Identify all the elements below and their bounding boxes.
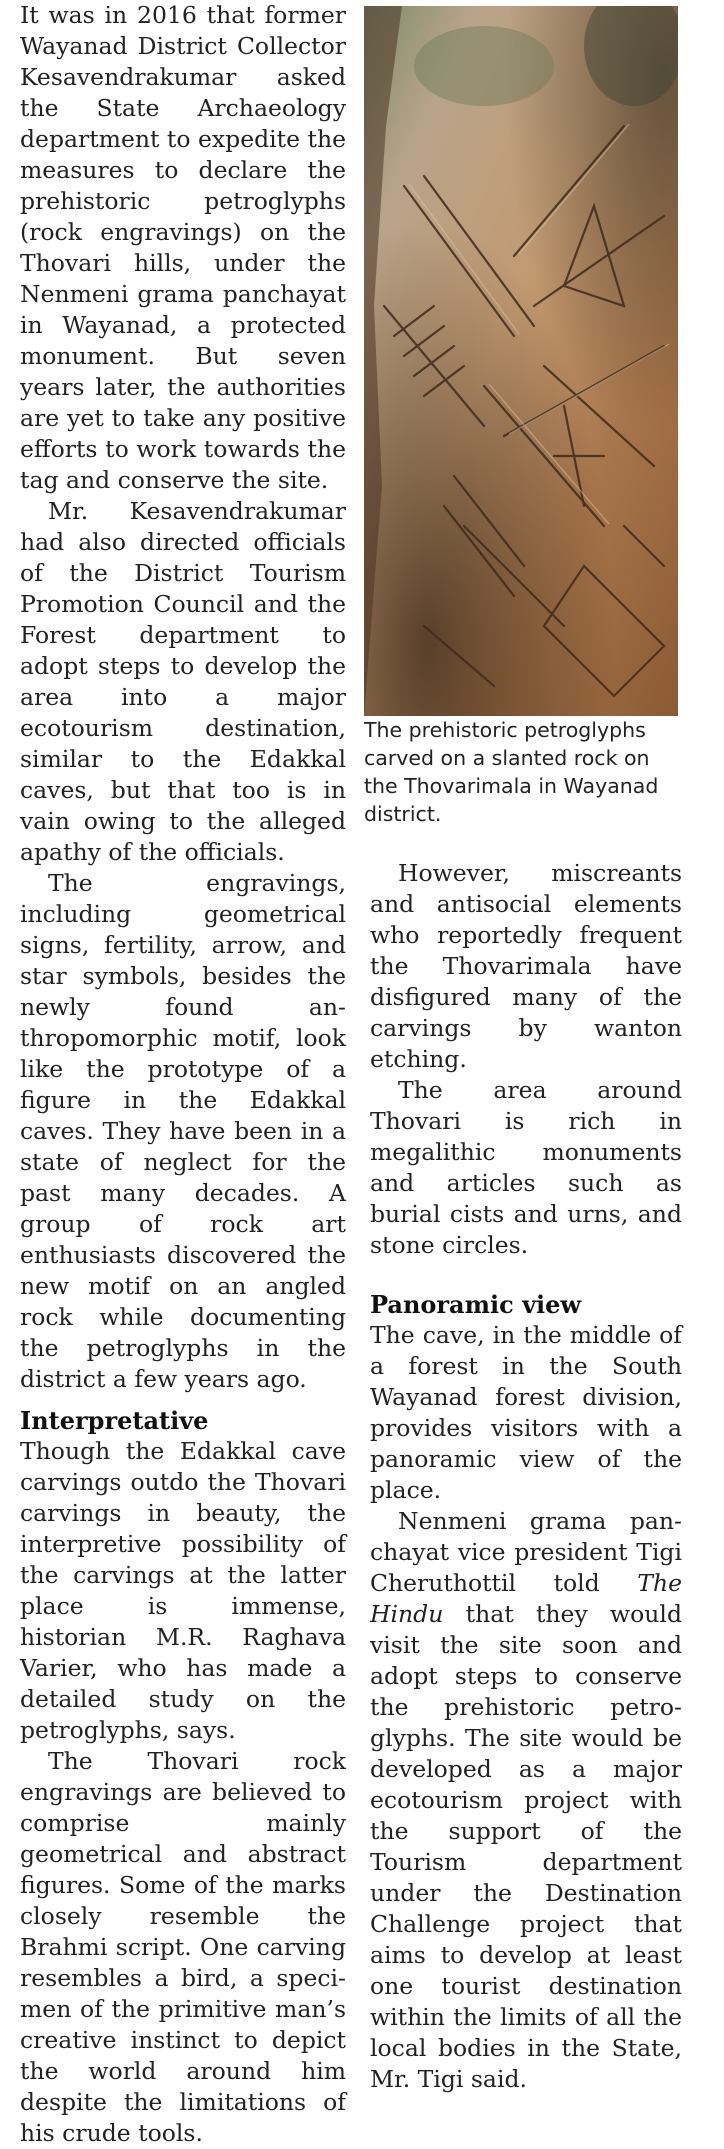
subheading-panoramic-view: Panoramic view	[370, 1290, 582, 1319]
paragraph-intro: It was in 2016 that former Wayanad District Collector Kesavendrakumar asked the State Archaeology department to expedite the measures to declare the prehistoric petroglyphs (rock engravings) on the Thovari hills, under the Nenmeni grama panchayat in Wayanad, a protected monument. But seven years later, the authorities are yet to take any positive efforts to work towards the tag and conserve the site.	[20, 1, 346, 494]
paragraph-engravings: The engravings, including geometrical signs, fertility, arrow, and star symbols, besides the newly found anthropomorphic motif, look like the prototype of a figure in the Edakkal caves. They have been in a state of neglect for the past many decades. A group of rock art enthusiasts discovered the new motif on an angled rock while documenting the petroglyphs in the district a few years ago.	[20, 869, 346, 1393]
paragraph-kesavendrakumar: Mr. Kesavendrakumar had also directed officials of the District Tourism Promotion Council and the Forest department to adopt steps to develop the area into a major ecotourism destination, similar to the Edakkal caves, but that too is in vain owing to the alleged apathy of the officials.	[20, 497, 346, 866]
nenmeni-text-start: Nenmeni grama panchayat vice president Tigi Cheruthottil told	[370, 1507, 682, 1597]
paragraph-interpretative: Though the Edakkal cave carvings outdo the Thovari carvings in beauty, the interpretive possibility of the carvings at the latter place is immense, historian M.R. Raghava Varier, who has made a detailed study on the petroglyphs, says.	[20, 1437, 346, 1744]
petroglyph-photo	[364, 6, 678, 716]
paragraph-thovari-engravings: The Thovari rock engravings are believed to comprise mainly geometrical and abstract figures. Some of the marks closely resemble the Brahmi script. One carving resembles a bird, a specimen of the primitive man’s creative instinct to depict the world around him despite the limitations of his crude tools.	[20, 1747, 346, 2147]
paragraph-miscreants: However, miscreants and antisocial elements who reportedly frequent the Thovarimala have disfigured many of the carvings by wanton etching.	[370, 859, 682, 1073]
article-right-column	[370, 858, 682, 2095]
subheading-interpretative: Interpretative	[20, 1406, 209, 1435]
paragraph-nenmeni	[370, 1506, 682, 2095]
article-left-column	[20, 0, 346, 2149]
paragraph-cave: The cave, in the middle of a forest in the South Wayanad forest division, provides visitors with a panoramic view of the place.	[370, 1321, 682, 1504]
paragraph-megalithic: The area around Thovari is rich in megalithic monuments and articles such as burial cists and urns, and stone circles.	[370, 1076, 682, 1259]
nenmeni-text-end: that they would visit the site soon and adopt steps to conserve the prehistoric petroglyphs. The site would be developed as a major ecotourism project with the support of the Tourism department under the Destination Challenge project that aims to develop at least one tourist destination within the limits of all the local bodies in the State, Mr. Tigi said.	[370, 1600, 682, 2093]
photo-caption: The prehistoric petroglyphs carved on a slanted rock on the Thovarimala in Wayanad district.	[364, 718, 659, 826]
newspaper-name: The Hindu	[370, 1569, 682, 1628]
